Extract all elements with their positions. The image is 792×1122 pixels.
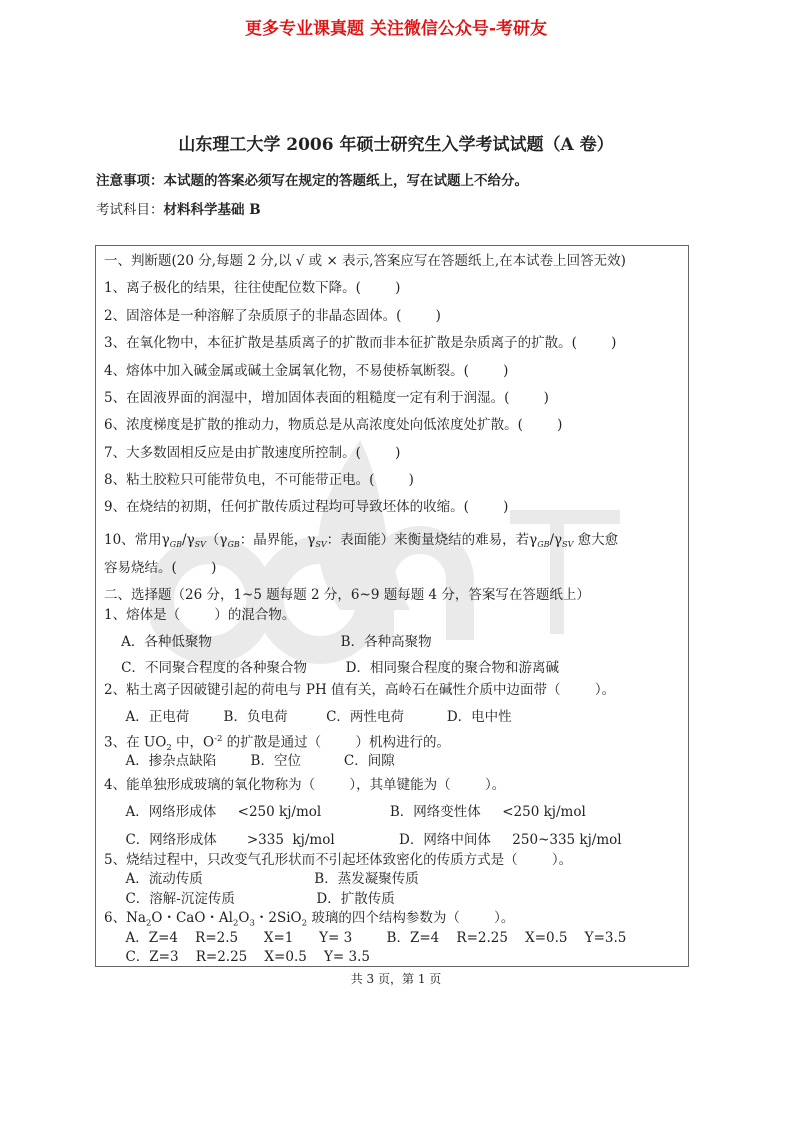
line-text: 中，O bbox=[171, 734, 215, 751]
exam-notice: 注意事项：本试题的答案必须写在规定的答题纸上，写在试题上不给分。 bbox=[96, 173, 528, 189]
promo-banner: 更多专业课真题 关注微信公众号-考研友 bbox=[245, 19, 547, 39]
line-text: A．掺杂点缺陷 B．空位 C．间隙 bbox=[104, 753, 395, 769]
question-line bbox=[104, 851, 572, 869]
line-text: 一、判断题(20 分,每题 2 分,以 √ 或 × 表示,答案应写在答题纸上,在本试卷上回答无效) bbox=[104, 253, 626, 269]
line-text: 愈大愈 bbox=[573, 532, 619, 548]
question-line bbox=[104, 606, 295, 624]
line-text: 6、浓度梯度是扩散的推动力，物质总是从高浓度处向低浓度处扩散。( ) bbox=[104, 417, 563, 433]
line-text: 二、选择题（26 分，1~5 题每题 2 分，6~9 题每题 4 分，答案写在答题纸上） bbox=[104, 587, 590, 603]
script-text: SV bbox=[194, 540, 206, 549]
question-line bbox=[104, 633, 432, 651]
question-line bbox=[104, 307, 441, 325]
question-line bbox=[104, 890, 395, 908]
question-line bbox=[104, 752, 395, 770]
line-text: /γ bbox=[549, 532, 563, 548]
line-text: 1、熔体是（ ）的混合物。 bbox=[104, 607, 296, 623]
line-text: /γ bbox=[182, 532, 195, 548]
line-text: A．正电荷 B．负电荷 C．两性电荷 D．电中性 bbox=[104, 709, 512, 725]
line-text: C．不同聚合程度的各种聚合物 D．相同聚合程度的聚合物和游离碱 bbox=[104, 660, 559, 676]
line-text: A．Z=4 R=2.5 X=1 Y= 3 B．Z=4 R=2.25 X=0.5 Y=3.5 bbox=[104, 930, 627, 946]
question-line bbox=[104, 948, 370, 966]
line-text: 9、在烧结的初期，任何扩散传质过程均可导致坯体的收缩。( ) bbox=[104, 499, 509, 515]
question-line bbox=[104, 498, 508, 516]
script-text: 2 bbox=[145, 918, 152, 929]
subject-label: 考试科目： bbox=[96, 202, 164, 218]
line-text: A．流动传质 B．蒸发凝聚传质 bbox=[104, 871, 419, 887]
line-text: 2、粘土离子因破键引起的荷电与 PH 值有关，高岭石在碱性介质中边面带（ ）。 bbox=[104, 682, 616, 698]
question-line bbox=[104, 471, 414, 489]
question-line bbox=[104, 776, 505, 794]
script-text: GB bbox=[169, 540, 183, 549]
line-text: ：晶界能，γ bbox=[239, 532, 316, 548]
script-text: 2 bbox=[232, 918, 239, 929]
line-text: 玻璃的四个结构参数为（ ）。 bbox=[307, 910, 515, 926]
question-line bbox=[104, 870, 419, 888]
exam-subject bbox=[96, 198, 261, 218]
script-text: 2 bbox=[166, 743, 172, 754]
line-text: 10、常用γ bbox=[104, 532, 170, 548]
question-line bbox=[104, 708, 512, 726]
line-text: 4、能单独形成玻璃的氧化物称为（ ），其单键能为（ ）。 bbox=[104, 777, 506, 793]
line-text: 3、在 UO bbox=[104, 734, 167, 751]
line-text: 容易烧结。( ) bbox=[104, 560, 217, 576]
line-text: 5、在固液界面的润湿中，增加固体表面的粗糙度一定有利于润湿。( ) bbox=[104, 390, 549, 406]
script-text: SV bbox=[315, 540, 327, 549]
exam-title: 山东理工大学 2006 年硕士研究生入学考试试题（A 卷） bbox=[178, 135, 614, 155]
line-text: 2、固溶体是一种溶解了杂质原子的非晶态固体。( ) bbox=[104, 308, 441, 324]
question-line bbox=[104, 334, 616, 352]
question-line bbox=[104, 389, 549, 407]
question-line bbox=[104, 279, 400, 297]
question-line bbox=[104, 681, 615, 699]
line-text: 3、在氧化物中，本征扩散是基质离子的扩散而非本征扩散是杂质离子的扩散。( ) bbox=[104, 335, 617, 351]
question-line bbox=[104, 831, 622, 849]
line-text: A．网络形成体 <250 kj/mol B．网络变性体 <250 kj/mol bbox=[104, 804, 586, 820]
question-line bbox=[104, 252, 626, 270]
question-line bbox=[104, 559, 216, 577]
line-text: A．各种低聚物 B．各种高聚物 bbox=[104, 634, 432, 650]
line-text: 4、熔体中加入碱金属或碱土金属氧化物，不易使桥氧断裂。( ) bbox=[104, 363, 509, 379]
question-line bbox=[104, 531, 618, 554]
script-text: SV bbox=[562, 540, 574, 549]
line-text: C．溶解-沉淀传质 D．扩散传质 bbox=[104, 891, 395, 907]
line-text: O・CaO・Al bbox=[151, 910, 233, 926]
line-text: 8、粘土胶粒只可能带负电，不可能带正电。( ) bbox=[104, 472, 414, 488]
script-text: 3 bbox=[249, 918, 255, 929]
line-text: ：表面能）来衡量烧结的难易，若γ bbox=[326, 532, 538, 548]
question-line bbox=[104, 416, 562, 434]
line-text: C．Z=3 R=2.25 X=0.5 Y= 3.5 bbox=[104, 949, 370, 965]
subject-value: 材料科学基础 B bbox=[163, 202, 261, 218]
line-text: （γ bbox=[205, 532, 228, 548]
line-text: 5、烧结过程中，只改变气孔形状而不引起坯体致密化的传质方式是（ ）。 bbox=[104, 852, 573, 868]
line-text: O bbox=[238, 910, 250, 926]
page-footer: 共 3 页，第 1 页 bbox=[350, 972, 442, 986]
line-text: 1、离子极化的结果，往往使配位数下降。( ) bbox=[104, 280, 401, 296]
line-text: 7、大多数固相反应是由扩散速度所控制。( ) bbox=[104, 445, 401, 461]
question-line bbox=[104, 586, 590, 604]
question-line bbox=[104, 929, 626, 947]
script-text: 2 bbox=[301, 918, 308, 929]
line-text: C．网络形成体 >335 kj/mol D．网络中间体 250~335 kj/mol bbox=[104, 832, 622, 848]
question-line bbox=[104, 362, 508, 380]
question-line bbox=[104, 659, 559, 677]
question-line bbox=[104, 803, 586, 821]
question-line bbox=[104, 444, 400, 462]
line-text: ・2SiO bbox=[254, 910, 302, 926]
script-text: GB bbox=[537, 540, 550, 549]
script-text: -2 bbox=[214, 734, 223, 744]
line-text: 的扩散是通过（ ）机构进行的。 bbox=[222, 734, 451, 751]
script-text: GB bbox=[227, 540, 240, 549]
line-text: 6、Na bbox=[104, 910, 146, 926]
